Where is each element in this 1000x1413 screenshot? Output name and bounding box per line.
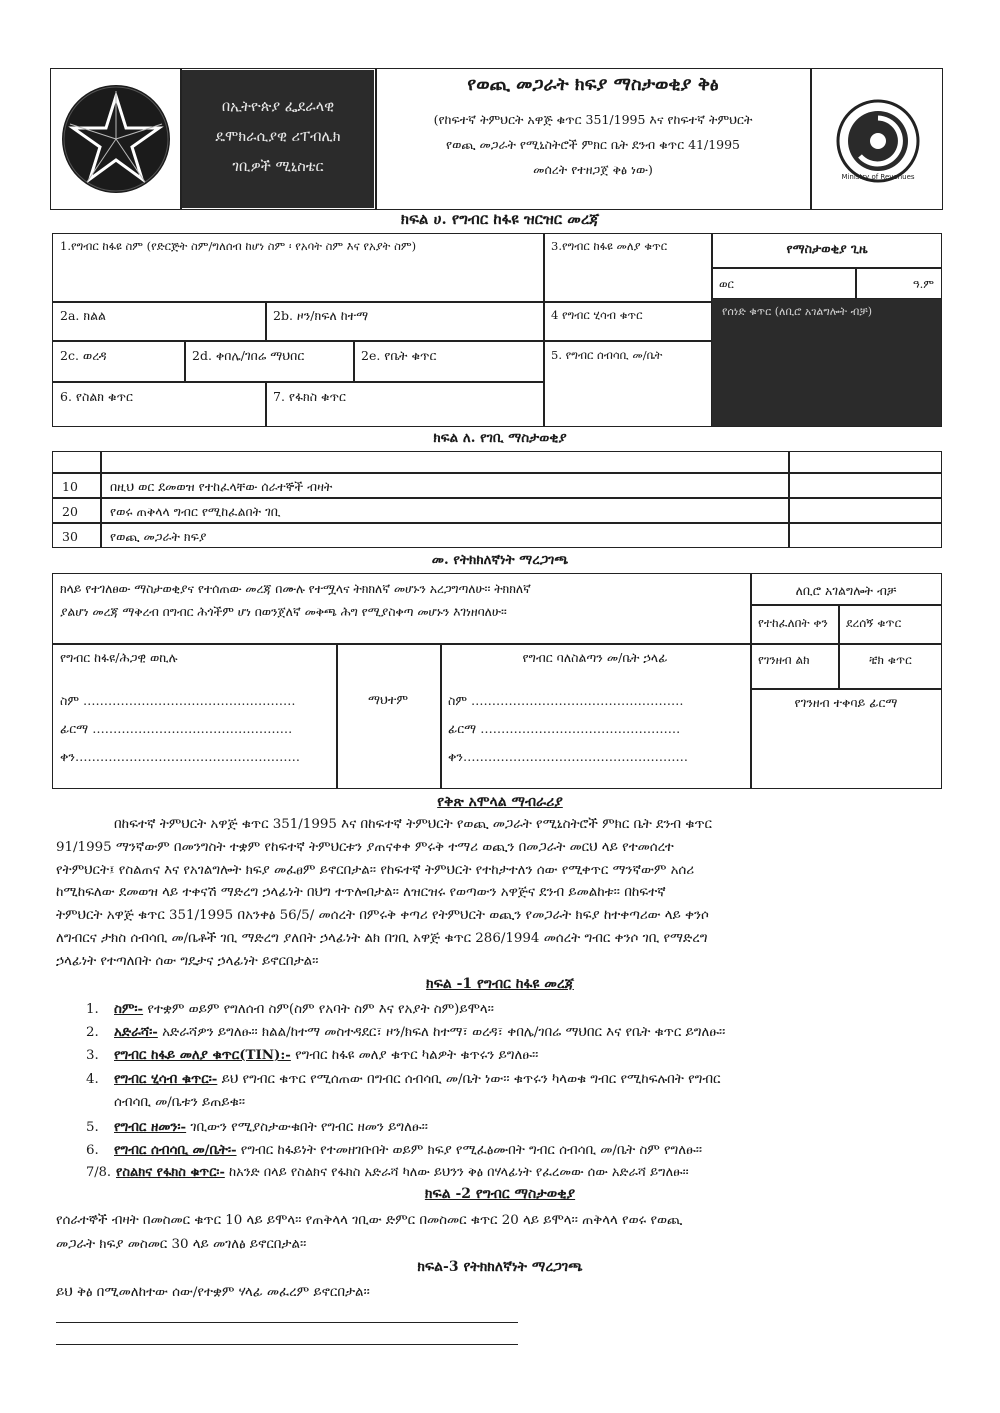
ministry-line-2: ዴሞክራሲያዊ ሪፐብሊክ [215, 129, 341, 145]
part2-title: ክፍል -2 የግብር ማስታወቂያ [424, 1186, 576, 1202]
field-tin: 3.የግብር ከፋዩ መለያ ቁጥር [551, 239, 668, 253]
svg-text:Ministry of Revenues: Ministry of Revenues [841, 173, 915, 181]
tax-official-label: የግብር ባለስልጣን መ/ቤት ኃላፊ [522, 650, 668, 665]
amount-label: የገንዘብ ልክ [758, 653, 810, 667]
field-tax-office: 5. የግብር ሰብሳቢ መ/ቤት [551, 348, 663, 362]
part2-line-2: መጋራት ክፍያ መስመር 30 ላይ መገለፅ ይኖርበታል፡፡ [56, 1237, 307, 1252]
guide-title: የቅጽ አሞላል ማብራሪያ [437, 794, 563, 810]
taxpayer-signature-line: ፊርማ ………………………………………… [60, 721, 293, 736]
signature-line-1 [56, 1322, 518, 1323]
guide-line-4: ከሚከፍለው ደመወዝ ላይ ተቀናሽ ማድረግ ኃላፊነት በህግ ተጥሎበታል፡፡ ለዝርዝሩ የወጣውን አዋጅና ደንብ ይመልከቱ፡፡ በከፍተኛ [56, 885, 666, 901]
cheque-no-label: ቼክ ቁጥር [869, 653, 912, 667]
guide-item-4-cont: ሰብሳቢ መ/ቤቱን ይጠይቁ፡፡ [114, 1095, 246, 1110]
form-title: የወጪ መጋራት ክፍያ ማስታወቂያ ቅፅ [467, 74, 719, 95]
row-10-no: 10 [62, 479, 78, 494]
row-30-no: 30 [62, 529, 78, 544]
field-house-no: 2e. የቤት ቁጥር [361, 348, 437, 363]
ministry-line-1: በኢትዮጵያ ፌደራላዊ [221, 99, 335, 115]
official-date-line: ቀን……………………………………………… [448, 749, 688, 764]
guide-item-2: 2. አድራሻ፡- አድራሻዎን ይግለፁ፡፡ ክልል/ከተማ መስተዳደር፣ ዞን/ክፍለ ከተማ፣ ወረዳ፣ ቀበሌ/ገበሬ ማህበር እና የቤት ቁጥር ይግለፁ፡፡ [86, 1024, 726, 1040]
row-30-desc: የወጪ መጋራት ክፍያ [110, 529, 207, 544]
part3-title: ክፍል-3 የትክክለኛነት ማረጋገጫ [417, 1259, 583, 1275]
guide-line-5: ትምህርት አዋጅ ቁጥር 351/1995 በአንቀፅ 56/5/ መሰረት በምሩቅ ቀጣሪ የትምህርት ወጪን የመጋራት ክፍያ ከተቀጣሪው ላይ ቀንሶ [56, 908, 709, 924]
declaration-period-label: የማስታወቂያ ጊዜ [786, 241, 868, 256]
field-tax-account: 4 የግብር ሂሳብ ቁጥር [551, 308, 643, 322]
guide-paragraph [56, 814, 940, 974]
guide-line-1: በከፍተኛ ትምህርት አዋጅ ቁጥር 351/1995 እና በከፍተኛ ትምህርት የወጪ መጋራት የሚኒስትሮች ምክር ቤት ደንብ ቁጥር [114, 817, 712, 832]
taxpayer-name-line: ስም …………………………………………… [60, 693, 296, 708]
receipt-no-label: ደረሰኝ ቁጥር [846, 616, 902, 630]
section-c-title: መ. የትክክለኛነት ማረጋገጫ [431, 552, 569, 568]
form-subtitle-1: (የከፍተኛ ትምህርት አዋጅ ቁጥር 351/1995 እና የከፍተኛ ትምህርት [433, 112, 753, 127]
guide-line-3: የትምህርት፤ የስልጠና እና የአገልግሎት ክፍያ መፈፀም ይኖርበታል፡፡ የከፍተኛ ትምህርት የተከታተለን ሰው የሚቀጥር ማንኛውም አሰሪ [56, 862, 695, 878]
guide-line-2: 91/1995 ማንኛውም በመንግስት ተቋም የከፍተኛ ትምህርቱን ያጠናቀቀ ምሩቅ ተማሪ ወጪን በመጋራት መርህ ላይ የተመሰረተ [56, 839, 674, 855]
ministry-line-3: ገቢዎች ሚኒስቴር [232, 159, 324, 175]
paid-date-label: የተከፈለበት ቀን [758, 616, 828, 630]
form-subtitle-3: መሰረት የተዘጋጀ ቅፅ ነው) [533, 162, 653, 177]
part1-title: ክፍል -1 የግብር ከፋዩ መረጃ [426, 976, 574, 992]
signature-line-2 [56, 1344, 518, 1345]
section-b-title: ክፍል ለ. የገቢ ማስታወቂያ [433, 430, 567, 446]
field-region: 2a. ክልል [60, 308, 106, 323]
field-taxpayer-name: 1.የግብር ከፋዩ ስም (የድርጅት ስም/ግለሰብ ከሆነ ስም ፡ የአባት ስም እና የአያት ስም) [60, 239, 417, 253]
guide-item-1: 1. ስም፡- የተቋም ወይም የግለሰብ ስም(ስም የአባት ስም እና የአያት ስም)ይሞላ፡፡ [86, 1001, 494, 1017]
official-name-line: ስም …………………………………………… [448, 693, 684, 708]
field-woreda: 2c. ወረዳ [60, 348, 107, 363]
guide-item-3: 3. የግብር ከፋይ መለያ ቁጥር(TIN):- የግብር ከፋዩ መለያ ቁጥር ካልዎት ቁጥሩን ይግለፁ፡፡ [86, 1047, 539, 1063]
row-20-no: 20 [62, 504, 78, 519]
office-use-label: የሰነድ ቁጥር (ለቢሮ አገልግሎት ብቻ) [722, 305, 873, 318]
guide-item-7-8: 7/8. የስልክና የፋክስ ቁጥር፡- ከአንድ በላይ የስልክና የፋክስ አድራሻ ካለው ይህንን ቅፅ በሃላፊነት የፈረመው ሰው አድራሻ ይግለፁ፡፡ [86, 1165, 689, 1180]
ministry-of-revenues-logo-icon [822, 96, 934, 186]
ethiopia-emblem-icon [58, 76, 174, 202]
declaration-line-1: ክላይ የተገለፀው ማስታወቂያና የተሰጠው መረጃ በሙሉ የተሟላና ትክክለኛ መሆኑን አረጋግጣለሁ፡፡ ትክክለኛ [60, 582, 531, 596]
month-label: ወር [719, 277, 734, 291]
seal-label: ማህተም [367, 692, 409, 707]
field-zone: 2b. ዞን/ክፍለ ከተማ [273, 308, 369, 323]
taxpayer-date-line: ቀን……………………………………………… [60, 749, 300, 764]
part2-line-1: የሰራተኞች ብዛት በመስመር ቁጥር 10 ላይ ይሞላ፡፡ የጠቅላላ ገቢው ድምር በመስመር ቁጥር 20 ላይ ይሞላ፡፡ ጠቅላላ የወሩ የወጪ [56, 1213, 683, 1228]
guide-line-6: ለግብርና ታክስ ሰብሳቢ መ/ቤቶች ገቢ ማድረግ ያለበት ኃላፊነት ልክ በገቢ አዋጅ ቁጥር 286/1994 መሰረት ግብር ቀንሶ ገቢ የማድረግ [56, 930, 708, 946]
official-signature-line: ፊርማ ………………………………………… [448, 721, 681, 736]
row-20-desc: የወሩ ጠቅላላ ግብር የሚከፈልበት ገቢ [110, 504, 281, 519]
field-fax: 7. የፋክስ ቁጥር [273, 389, 346, 404]
guide-item-4: 4. የግብር ሂሳብ ቁጥር፡- ይህ የግብር ቁጥር የሚሰጠው በግብር ሰብሳቢ መ/ቤት ነው፡፡ ቁጥሩን ካላወቁ ግብር የሚከፍሉበት የግብር [86, 1071, 721, 1087]
cashier-signature-label: የገንዘብ ተቀባይ ፊርማ [794, 695, 898, 710]
guide-item-6: 6. የግብር ሰብሳቢ መ/ቤት፡- የግብር ከፋይነት የተመዘገቡበት ወይም ክፍያ የሚፈፅሙበት ግብር ሰብሳቢ መ/ቤት ስም የግለፁ፡፡ [86, 1142, 703, 1158]
office-only-label: ለቢሮ አገልግሎት ብቻ [795, 583, 897, 598]
guide-item-5: 5. የግብር ዘመን፡- ገቢውን የሚያስታውቁበት የግብር ዘመን ይግለፁ፡፡ [86, 1119, 428, 1135]
field-kebele: 2d. ቀበሌ/ገበሬ ማህበር [192, 348, 305, 363]
form-title-block [377, 74, 809, 182]
section-a-title: ክፍል ሀ. የግብር ከፋዩ ዝርዝር መረጃ [400, 210, 600, 228]
taxpayer-agent-label: የግብር ከፋዩ/ሕጋዊ ወኪሉ [60, 650, 178, 665]
part3-line: ይህ ቅፅ በሚመለከተው ሰው/የተቋም ሃላፊ መፈረም ይኖርበታል፡፡ [56, 1285, 370, 1300]
field-phone: 6. የስልክ ቁጥር [60, 389, 133, 404]
office-use-panel [712, 299, 941, 426]
guide-line-7: ኃላፊነት የተጣለበት ሰው ግዴታና ኃላፊነት ይኖርበታል፡፡ [56, 953, 319, 969]
declaration-line-2: ያልሆነ መረጃ ማቅረብ በግብር ሕጎችም ሆነ በወንጀለኛ መቅጫ ሕግ የሚያስቀጣ መሆኑን እገነዘባለሁ፡፡ [60, 605, 507, 619]
year-label: ዓ.ም [912, 277, 934, 291]
form-subtitle-2: የወጪ መጋራት የሚኒስትሮች ምክር ቤት ደንብ ቁጥር 41/1995 [445, 137, 741, 152]
ministry-name-panel [182, 70, 374, 208]
row-10-desc: በዚህ ወር ደመወዝ የተከፈላቸው ሰራተኞች ብዛት [110, 479, 333, 494]
